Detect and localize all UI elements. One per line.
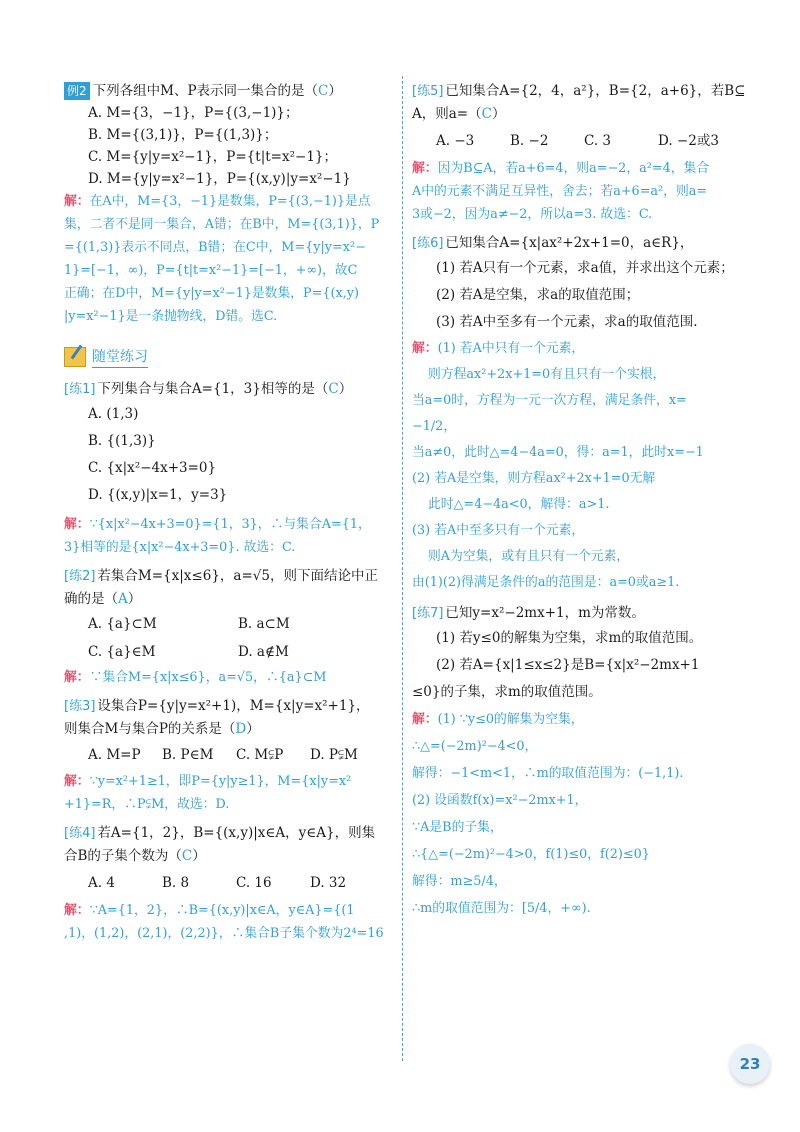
practice7-solution: 解：(1) ∵y≤0的解集为空集， ∴△=(−2m)²−4<0， 解得：−1<m<1，∴m的取值范围为：(−1,1). (2) 设函数f(x)=x²−2mx+1， ∵A是B的子集， ∴{△=(−2m)²−4>0，f(1)≤0，f(2)≤0} 解得：m≥5/4， ∴m的取值范围为：[5/4，+∞).: [412, 712, 684, 916]
practice3-solution: 解：∵y=x²+1≥1，即P={y|y≥1}，M={x|y=x² +1}=R，∴P⫋M，故选：D.: [64, 774, 352, 812]
option: A. (1,3): [88, 406, 139, 422]
answer: C: [481, 106, 492, 122]
answer: C: [318, 83, 329, 99]
practice1-solution: 解：∵{x|x²−4x+3=0}={1，3}，∴与集合A={1， 3}相等的是{x|x²−4x+3=0}. 故选：C.: [64, 517, 371, 555]
practice-tag: [练1]: [64, 382, 96, 397]
practice-tag: [练3]: [64, 699, 96, 714]
page-number: 23: [730, 1044, 770, 1084]
answer: C: [328, 381, 339, 397]
practice-tag: [练5]: [412, 84, 444, 99]
option-row: C. {a}∈M D. a∉M: [88, 644, 289, 660]
question-part: (1) 若A只有一个元素，求a值，并求出这个元素；: [436, 260, 734, 276]
option: D. {(x,y)|x=1，y=3}: [88, 487, 228, 503]
option-row: A. −3 B. −2 C. 3 D. −2或3: [436, 133, 719, 149]
practice3-stem: [练3] 设集合P={y|y=x²+1)，M={x|y=x²+1}，: [64, 698, 370, 714]
practice7-stem: [练7] 已知y=x²−2mx+1，m为常数。: [412, 605, 645, 621]
option-row: A. 4 B. 8 C. 16 D. 32: [88, 875, 347, 891]
practice4-solution: 解：∵A={1，2}，∴B={(x,y)|x∈A，y∈A}={(1 ,1)，(1,2)，(2,1)，(2,2)}，∴集合B子集个数为2⁴=16: [64, 903, 384, 941]
practice-tag: [练6]: [412, 236, 444, 251]
option: A. M={3，−1}，P={(3,−1)}；: [88, 105, 299, 121]
option: C. {x|x²−4x+3=0}: [88, 460, 217, 476]
option: C. M={y|y=x²−1}，P={t|t=x²−1}；: [88, 149, 337, 165]
question-part: (2) 若A={x|1≤x≤2}是B={x|x²−2mx+1: [436, 657, 700, 673]
practice-tag: [练2]: [64, 569, 96, 584]
section-title: 随堂练习: [92, 346, 148, 368]
option-row: A. M=P B. P∈M C. M⫋P D. P⫋M: [88, 747, 358, 763]
option: B. M={(3,1)}，P={(1,3)}；: [88, 127, 278, 143]
column-divider: [402, 76, 403, 1061]
left-column: 例2 下列各组中M、P表示同一集合的是（C） A. M={3，−1}，P={(3,−1)}； B. M={(3,1)}，P={(1,3)}； C. M={y|y=x²−1}，P={t|t=x²−1}； D. M={y|y=x²−1}，P={(x,y)|y=x²−1} 解：在A中，M={3，−1}是数集，P={(3,−1)}是点 集，二者不是同一集合，A错；在B中，M={(3,1)}，P ={(1,3)}表示不同点，B错；在C中，M={y|y=x²− 1}=[−1，∞)，P={t|t=x²−1}=[−1，+∞)，故C 正确；在D中，M={y|y=x²−1}是数集，P={(x,y) |y=x²−1}是一条抛物线，D错。选C. 随堂练习 [练1] 下列集合与集合A={1，3}相等的是（C） A. (1,3) B. {(1,3)} C. {x|x²−4x+3=0} D. {(x,y)|x=1，y=3} 解：∵{x|x²−4x+3=0}={1，3}，∴与集合A={1， 3}相等的是{x|x²−4x+3=0}. 故选：C. [练2] 若集合M={x|x≤6}，a=√5，则下面结论中正 确的是（A） A. {a}⊂M B. a⊂M C. {a}∈M D. a∉M 解：∵集合M={x|x≤6}，a=√5，∴{a}⊂M [练3] 设集合P={y|y=x²+1)，M={x|y=x²+1}， 则集合M与集合P的关系是（D） A. M=P B. P∈M C. M⫋P D. P⫋M 解：∵y=x²+1≥1，即P={y|y≥1}，M={x|y=x² +1}=R，∴P⫋M，故选：D. [练4] 若A={1，2}，B={(x,y)|x∈A，y∈A}，则集 合B的子集个数为（C） A. 4 B. 8 C. 16 D. 32 解：∵A={1，2}，∴B={(x,y)|x∈A，y∈A}={(1 ,1)，(1,2)，(2,1)，(2,2)}，∴集合B子集个数为2⁴=16: [64, 80, 394, 945]
answer: C: [181, 848, 193, 864]
practice5-stem: [练5] 已知集合A={2，4，a²}，B={2，a+6}，若B⊆: [412, 83, 746, 99]
question-part: (2) 若A是空集，求a的取值范围；: [436, 287, 640, 303]
practice2-stem: [练2] 若集合M={x|x≤6}，a=√5，则下面结论中正: [64, 568, 378, 584]
question-part: (3) 若A中至多有一个元素，求a的取值范围.: [436, 314, 698, 330]
option: D. M={y|y=x²−1}，P={(x,y)|y=x²−1}: [88, 171, 351, 187]
example2-solution: 解：在A中，M={3，−1}是数集，P={(3,−1)}是点 集，二者不是同一集合，A错；在B中，M={(3,1)}，P ={(1,3)}表示不同点，B错；在C中，M={y|y=x²− 1}=[−1，∞)，P={t|t=x²−1}=[−1，+∞)，故C 正确；在D中，M={y|y=x²−1}是数集，P={(x,y) |y=x²−1}是一条抛物线，D错。选C.: [64, 194, 380, 324]
practice-tag: [练7]: [412, 606, 444, 621]
practice5-solution: 解：因为B⊆A，若a+6=4，则a=−2，a²=4，集合 A中的元素不满足互异性，舍去；若a+6=a²，则a= 3或−2，因为a≠−2，所以a=3. 故选：C.: [412, 161, 710, 222]
answer: D: [235, 721, 247, 737]
question-part: ≤0}的子集，求m的取值范围。: [412, 684, 602, 700]
answer: A: [118, 591, 128, 607]
right-column: [练5] 已知集合A={2，4，a²}，B={2，a+6}，若B⊆ A，则a=（C） A. −3 B. −2 C. 3 D. −2或3 解：因为B⊆A，若a+6=4，则a=−2，a²=4，集合 A中的元素不满足互异性，舍去；若a+6=a²，则a= 3或−2，因为a≠−2，所以a=3. 故选：C. [练6] 已知集合A={x|ax²+2x+1=0，a∈R}， (1) 若A只有一个元素，求a值，并求出这个元素； (2) 若A是空集，求a的取值范围； (3) 若A中至多有一个元素，求a的取值范围. 解：(1) 若A中只有一个元素， 则方程ax²+2x+1=0有且只有一个实根， 当a=0时，方程为一元一次方程，满足条件，x= −1/2， 当a≠0，此时△=4−4a=0，得：a=1，此时x=−1 (2) 若A是空集，则方程ax²+2x+1=0无解 此时△=4−4a<0，解得：a>1. (3) 若A中至多只有一个元素， 则A为空集，或有且只有一个元素， 由(1)(2)得满足条件的a的范围是：a=0或a≥1. [练7] 已知y=x²−2mx+1，m为常数。 (1) 若y≤0的解集为空集，求m的取值范围。 (2) 若A={x|1≤x≤2}是B={x|x²−2mx+1 ≤0}的子集，求m的取值范围。 解：(1) ∵y≤0的解集为空集， ∴△=(−2m)²−4<0， 解得：−1<m<1，∴m的取值范围为：(−1,1). (2) 设函数f(x)=x²−2mx+1， ∵A是B的子集， ∴{△=(−2m)²−4>0，f(1)≤0，f(2)≤0} 解得：m≥5/4， ∴m的取值范围为：[5/4，+∞).: [412, 80, 742, 922]
practice2-solution: 解：∵集合M={x|x≤6}，a=√5，∴{a}⊂M: [64, 670, 327, 685]
practice-tag: [练4]: [64, 826, 96, 841]
example2-stem: 例2 下列各组中M、P表示同一集合的是（C）: [64, 80, 394, 102]
example-tag: 例2: [64, 82, 90, 100]
notebook-pencil-icon: [64, 347, 86, 367]
section-heading: [64, 346, 394, 368]
option-row: A. {a}⊂M B. a⊂M: [88, 616, 290, 632]
practice4-stem: [练4] 若A={1，2}，B={(x,y)|x∈A，y∈A}，则集: [64, 825, 376, 841]
question-part: (1) 若y≤0的解集为空集，求m的取值范围。: [436, 630, 703, 646]
practice6-stem: [练6] 已知集合A={x|ax²+2x+1=0，a∈R}，: [412, 235, 694, 251]
practice1-stem: [练1] 下列集合与集合A={1，3}相等的是（C）: [64, 381, 353, 397]
option: B. {(1,3)}: [88, 433, 156, 449]
practice6-solution: 解：(1) 若A中只有一个元素， 则方程ax²+2x+1=0有且只有一个实根， 当a=0时，方程为一元一次方程，满足条件，x= −1/2， 当a≠0，此时△=4−4a=0，得：a=1，此时x=−1 (2) 若A是空集，则方程ax²+2x+1=0无解 此时△=4−4a<0，解得：a>1. (3) 若A中至多只有一个元素， 则A为空集，或有且只有一个元素， 由(1)(2)得满足条件的a的范围是：a=0或a≥1.: [412, 341, 704, 590]
